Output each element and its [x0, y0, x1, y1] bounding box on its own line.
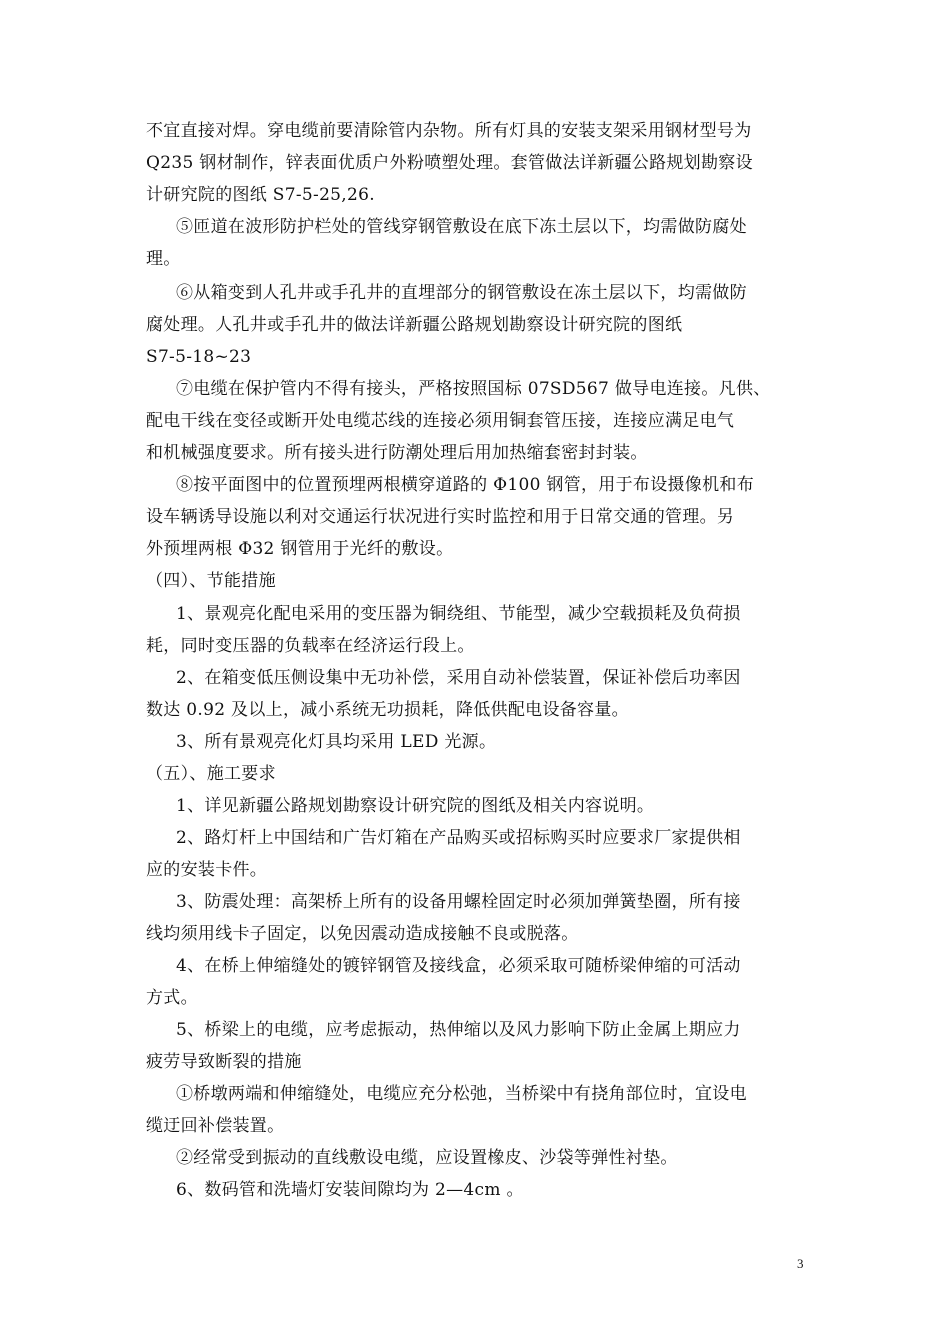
- text-line: 4、在桥上伸缩缝处的镀锌钢管及接线盒，必须采取可随桥梁伸缩的可活动: [176, 956, 741, 976]
- text-line: 2、在箱变低压侧设集中无功补偿，采用自动补偿装置，保证补偿后功率因: [176, 668, 741, 688]
- text-line: 应的安装卡件。: [146, 860, 268, 880]
- text-line: 线均须用线卡子固定，以免因震动造成接触不良或脱落。: [146, 924, 579, 944]
- text-line: 缆迂回补偿装置。: [146, 1116, 285, 1136]
- text-line: S7-5-18~23: [146, 347, 252, 367]
- text-line: 设车辆诱导设施以利对交通运行状况进行实时监控和用于日常交通的管理。另: [146, 507, 735, 527]
- text-line: 配电干线在变径或断开处电缆芯线的连接必须用铜套管压接，连接应满足电气: [146, 411, 735, 431]
- text-line: ⑥从箱变到人孔井或手孔井的直埋部分的钢管敷设在冻土层以下，均需做防: [176, 283, 747, 303]
- page-number: 3: [797, 1256, 804, 1271]
- text-line: Q235 钢材制作，锌表面优质户外粉喷塑处理。套管做法详新疆公路规划勘察设: [146, 153, 753, 173]
- text-line: 2、路灯杆上中国结和广告灯箱在产品购买或招标购买时应要求厂家提供相: [176, 828, 741, 848]
- text-line: 1、景观亮化配电采用的变压器为铜绕组、节能型，减少空载损耗及负荷损: [176, 604, 741, 624]
- text-line: 不宜直接对焊。穿电缆前要清除管内杂物。所有灯具的安装支架采用钢材型号为: [146, 121, 752, 141]
- section-heading: （四）、节能措施: [146, 571, 276, 591]
- text-line: ⑧按平面图中的位置预埋两根横穿道路的 Φ100 钢管，用于布设摄像机和布: [176, 475, 754, 495]
- text-line: 6、数码管和洗墙灯安装间隙均为 2—4cm 。: [176, 1180, 524, 1200]
- text-line: 方式。: [146, 988, 198, 1008]
- text-line: 和机械强度要求。所有接头进行防潮处理后用加热缩套密封封装。: [146, 443, 648, 463]
- text-line: 3、防震处理：高架桥上所有的设备用螺栓固定时必须加弹簧垫圈，所有接: [176, 892, 741, 912]
- text-line: 1、详见新疆公路规划勘察设计研究院的图纸及相关内容说明。: [176, 796, 655, 816]
- text-line: ⑤匝道在波形防护栏处的管线穿钢管敷设在底下冻土层以下，均需做防腐处: [176, 217, 747, 237]
- section-heading: （五）、施工要求: [146, 764, 276, 784]
- text-line: ①桥墩两端和伸缩缝处，电缆应充分松弛，当桥梁中有挠角部位时，宜设电: [176, 1084, 747, 1104]
- text-line: ②经常受到振动的直线敷设电缆，应设置橡皮、沙袋等弹性衬垫。: [176, 1148, 678, 1168]
- text-line: ⑦电缆在保护管内不得有接头，严格按照国标 07SD567 做导电连接。凡供、: [176, 379, 771, 399]
- text-line: 5、桥梁上的电缆，应考虑振动，热伸缩以及风力影响下防止金属上期应力: [176, 1020, 741, 1040]
- text-line: 数达 0.92 及以上，减小系统无功损耗，降低供配电设备容量。: [146, 700, 629, 720]
- text-line: 3、所有景观亮化灯具均采用 LED 光源。: [176, 732, 497, 752]
- text-line: 计研究院的图纸 S7-5-25,26.: [146, 185, 375, 205]
- text-line: 外预埋两根 Φ32 钢管用于光纤的敷设。: [146, 539, 454, 559]
- text-line: 理。: [146, 249, 181, 269]
- text-line: 腐处理。人孔井或手孔井的做法详新疆公路规划勘察设计研究院的图纸: [146, 315, 683, 335]
- text-line: 疲劳导致断裂的措施: [146, 1052, 302, 1072]
- text-line: 耗，同时变压器的负载率在经济运行段上。: [146, 636, 475, 656]
